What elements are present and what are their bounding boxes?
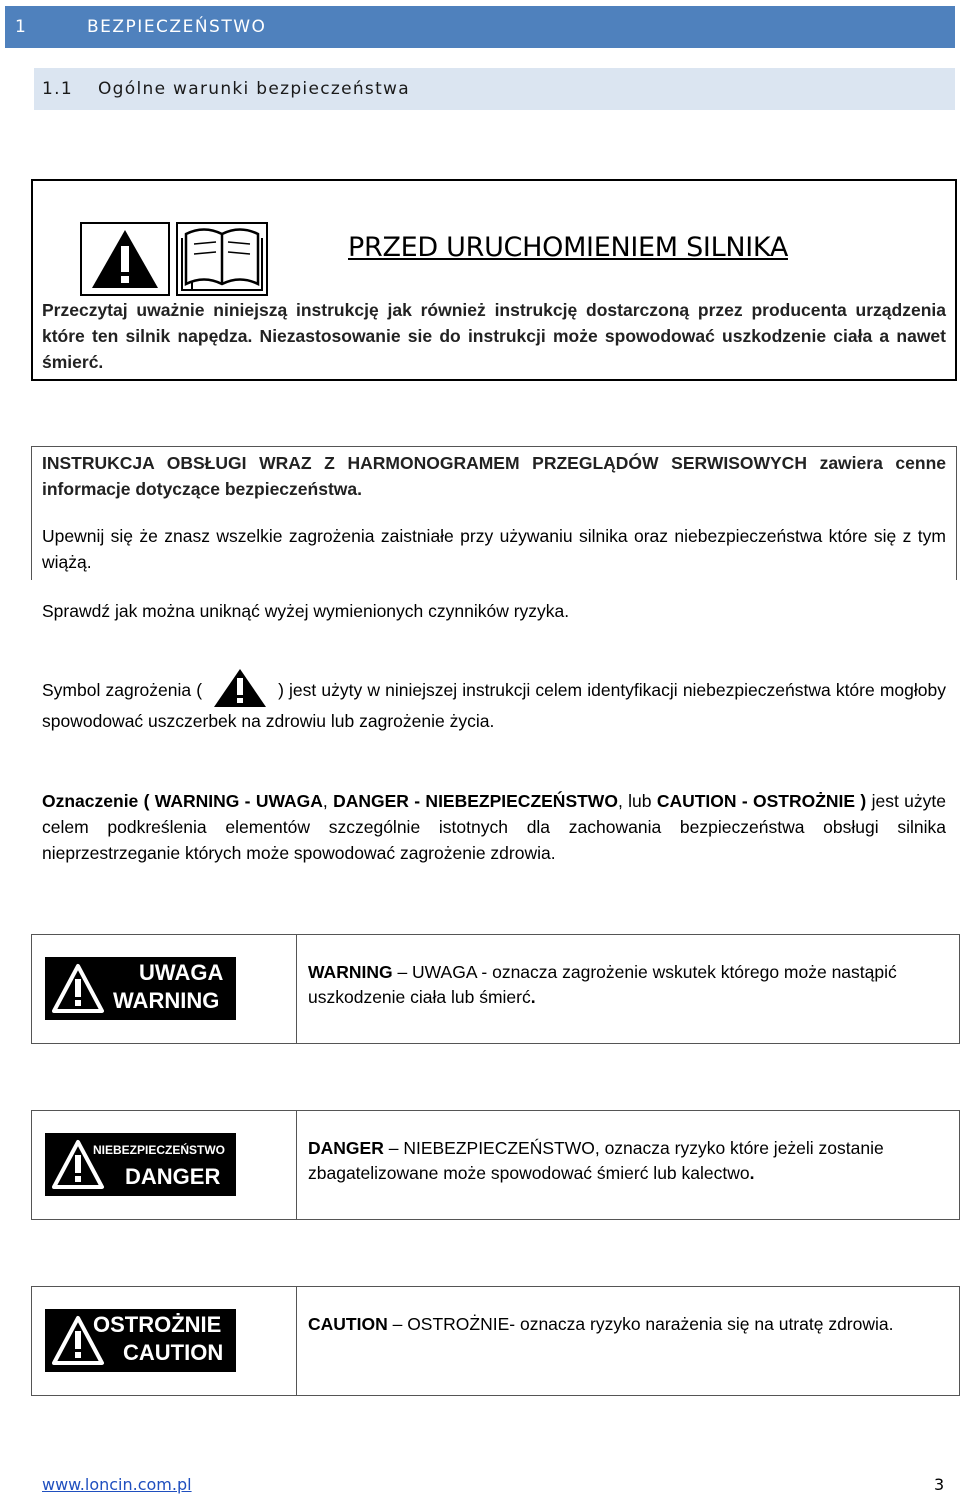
hazard-symbol-text-before: Symbol zagrożenia (: [42, 680, 203, 700]
caution-description: [308, 1312, 948, 1337]
caution-label-term: CAUTION - OSTROŻNIE ): [656, 791, 867, 811]
warning-triangle-icon: [51, 963, 105, 1015]
danger-term: DANGER: [308, 1138, 384, 1158]
badge-line-1: NIEBEZPIECZEŃSTWO: [93, 1143, 226, 1157]
before-start-title: PRZED URUCHOMIENIEM SILNIKA: [348, 232, 788, 263]
website-link[interactable]: www.loncin.com.pl: [42, 1475, 192, 1494]
subsection-heading: [34, 68, 955, 110]
badge-line-2: WARNING: [113, 988, 220, 1013]
subsection-title: Ogólne warunki bezpieczeństwa: [98, 79, 410, 99]
danger-badge: [45, 1133, 236, 1196]
labels-text-part: jest użyte celem podkreślenia elementów szczególnie istotnych dla zachowania bezpieczeństwa obsługi silnika nieprzestrzeganie których może spowodować zagrożenie zdrowia.: [42, 791, 946, 863]
subsection-number: 1.1: [42, 79, 73, 99]
labels-text-part: , lub: [617, 791, 657, 811]
danger-description: [308, 1136, 948, 1186]
warning-triangle-icon: [212, 668, 268, 708]
risk-avoidance-text: Sprawdź jak można uniknąć wyżej wymienionych czynników ryzyka.: [42, 601, 570, 621]
section-heading: [5, 6, 955, 48]
badge-line-2: DANGER: [125, 1164, 221, 1189]
dash: –: [387, 1314, 408, 1334]
hazard-symbol-text-after: ) jest użyty w niniejszej instrukcji celem identyfikacji niebezpieczeństwa które mogłoby spowodować uszczerbek na zdrowiu lub zagrożenie życia.: [42, 680, 946, 731]
warning-term: WARNING: [308, 962, 393, 982]
warning-desc-text: UWAGA - oznacza zagrożenie wskutek którego może nastąpić uszkodzenie ciała lub śmierć: [308, 962, 897, 1007]
manual-info-text: INSTRUKCJA OBSŁUGI WRAZ Z HARMONOGRAMEM PRZEGLĄDÓW SERWISOWYCH zawiera cenne informacje dotyczące bezpieczeństwa.: [42, 453, 946, 499]
warning-badge: [45, 957, 236, 1020]
labels-text-part: ,: [322, 791, 334, 811]
warning-label-term: WARNING - UWAGA: [154, 791, 323, 811]
section-number: 1: [15, 17, 28, 37]
dash: –: [392, 962, 413, 982]
badge-line-2: CAUTION: [123, 1340, 224, 1365]
danger-label-term: DANGER - NIEBEZPIECZEŃSTWO: [333, 791, 618, 811]
period: .: [530, 987, 536, 1007]
before-start-text: Przeczytaj uważnie niniejszą instrukcję jak również instrukcję dostarczoną przez producenta urządzenia które ten silnik napędza. Niezastosowanie sie do instrukcji może spowodować uszkodzenie ciała a nawet śmierć.: [42, 300, 946, 372]
badge-line-1: UWAGA: [139, 960, 224, 985]
warning-triangle-icon: [80, 222, 170, 296]
badge-line-1: OSTROŻNIE: [93, 1312, 222, 1337]
caution-badge: [45, 1309, 236, 1372]
labels-explanation-text: [42, 788, 946, 866]
period: .: [749, 1163, 755, 1183]
danger-desc-text: NIEBEZPIECZEŃSTWO, oznacza ryzyko które jeżeli zostanie zbagatelizowane może spowodować śmierć lub kalectwo: [308, 1138, 884, 1183]
dash: –: [383, 1138, 404, 1158]
warning-description: [308, 960, 948, 1010]
page-number: 3: [934, 1475, 945, 1494]
caution-term: CAUTION: [308, 1314, 388, 1334]
hazard-symbol-text: [42, 668, 946, 734]
caution-desc-text: OSTROŻNIE- oznacza ryzyko narażenia się na utratę zdrowia.: [407, 1314, 894, 1334]
hazard-awareness-text: Upewnij się że znasz wszelkie zagrożenia zaistniałe przy używaniu silnika oraz niebezpieczeństwa które się z tym wiążą.: [42, 526, 946, 572]
section-title: BEZPIECZEŃSTWO: [87, 17, 267, 37]
labels-text-part: Oznaczenie (: [42, 791, 155, 811]
open-book-icon: [176, 222, 268, 296]
